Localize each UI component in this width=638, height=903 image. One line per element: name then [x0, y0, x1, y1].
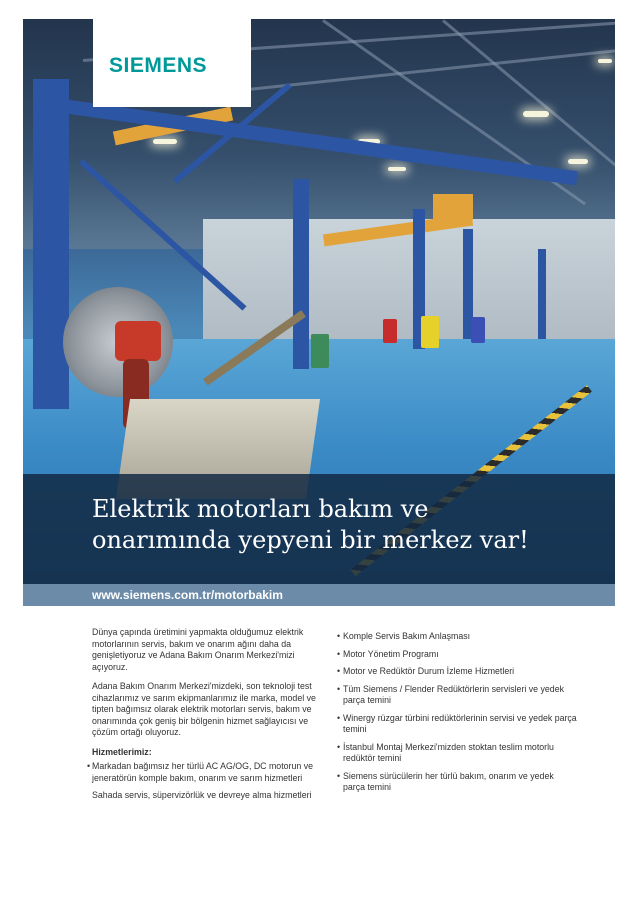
service-item: Sahada servis, süpervizörlük ve devreye alma hizmetleri — [92, 790, 312, 800]
service-item: • Markadan bağımsız her türlü AC AG/OG, DC motorun ve jeneratörün komple bakım, onarım ve sarım hizmetleri — [87, 761, 313, 783]
back-wall — [203, 219, 615, 349]
list-item: • Tüm Siemens / Flender Redüktörlerin servisleri ve yedek parça temini — [337, 683, 564, 705]
website-link[interactable]: www.siemens.com.tr/motorbakim — [92, 588, 283, 602]
headline — [92, 494, 612, 556]
center-paragraph: Adana Bakım Onarım Merkezi'mizdeki, son teknoloji test cihazlarımız ve sarım ekipmanlarımız ile marka, model ve tipten bağımsız olarak elektrik motorları servis, bakım ve onarımında çok geniş bir bölgenin hizmet sağlayıcısı ve çözüm ortağı oluyoruz. — [92, 681, 316, 737]
list-item: • Winergy rüzgar türbini redüktörlerinin servisi ve yedek parça temini — [337, 712, 577, 734]
headline-line-1: Elektrik motorları bakım ve — [92, 495, 429, 523]
list-item: • Komple Servis Bakım Anlaşması — [337, 631, 471, 641]
list-item: • Motor Yönetim Programı — [337, 648, 439, 659]
services-heading: Hizmetlerimiz: — [92, 746, 152, 757]
list-item: • İstanbul Montaj Merkezi'mizden stoktan teslim motorlu redüktör temini — [337, 741, 554, 763]
intro-paragraph: Dünya çapında üretimini yapmakta olduğumuz elektrik motorlarının servis, bakım ve onarım ağını daha da genişletiyoruz ve Adana Bakım Onarım Merkezi'mizi açıyoruz. — [92, 627, 304, 672]
left-column — [87, 627, 332, 808]
headline-band — [23, 474, 615, 584]
headline-line-2: onarımında yepyeni bir merkez var! — [92, 526, 529, 554]
logo-box — [93, 19, 251, 107]
list-item: • Motor ve Redüktör Durum İzleme Hizmetleri — [337, 666, 515, 676]
right-column-list — [337, 631, 577, 800]
list-item: • Siemens sürücülerin her türlü bakım, onarım ve yedek parça temini — [337, 770, 554, 792]
siemens-logo: SIEMENS — [109, 54, 208, 77]
url-bar — [23, 584, 615, 606]
red-motor — [115, 321, 161, 361]
